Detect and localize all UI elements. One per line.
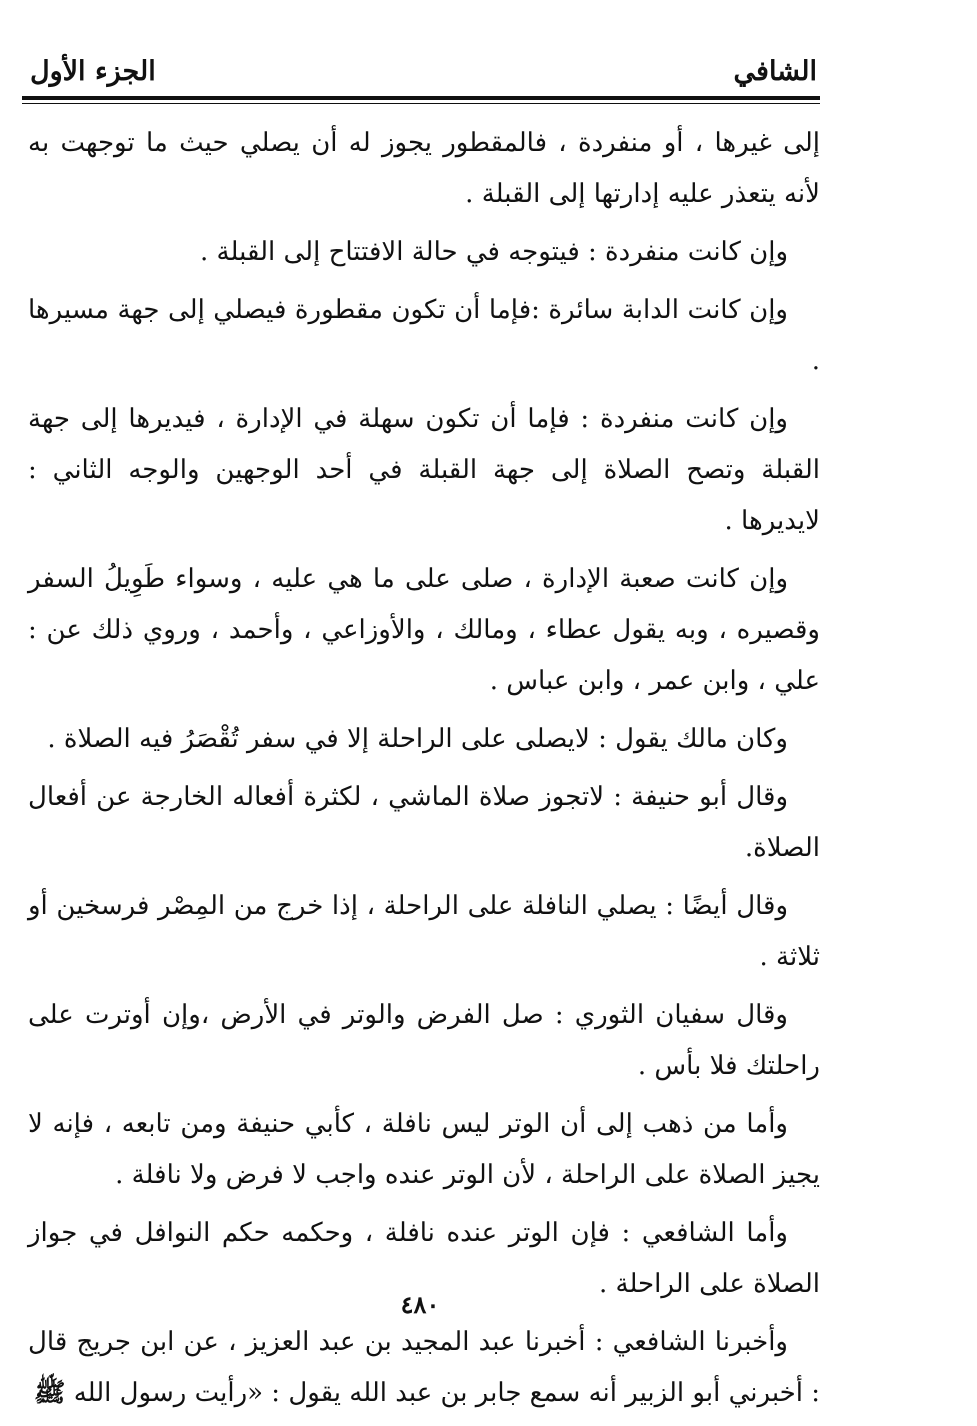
paragraph-last <box>28 1317 820 1419</box>
paragraph: وإن كانت صعبة الإدارة ، صلى على ما هي عليه ، وسواء طَوِيلُ السفر وقصيره ، وبه يقول عطاء ، ومالك ، والأوزاعي ، وأحمد ، وروي ذلك عن : علي ، وابن عمر ، وابن عباس . <box>28 564 820 696</box>
paragraph: وكان مالك يقول : لايصلى على الراحلة إلا في سفر تُقْصَرُ فيه الصلاة . <box>47 724 788 754</box>
honorific-symbol: ﷺ <box>34 1378 66 1408</box>
paragraph: وإن كانت الدابة سائرة :فإما أن تكون مقطورة فيصلي إلى جهة مسيرها . <box>28 295 820 376</box>
paragraph: وقال أيضًا : يصلي النافلة على الراحلة ، إذا خرج من المِصْر فرسخين أو ثلاثة . <box>28 891 820 972</box>
paragraph: وأما الشافعي : فإن الوتر عنده نافلة ، وحكمه حكم النوافل في جواز الصلاة على الراحلة . <box>28 1218 820 1299</box>
paragraph: وإن كانت منفردة : فإما أن تكون سهلة في الإدارة ، فيديرها إلى جهة القبلة وتصح الصلاة إلى جهة القبلة في أحد الوجهين والوجه الثاني : لايديرها . <box>28 404 820 536</box>
paragraph: إلى غيرها ، أو منفردة ، فالمقطور يجوز له أن يصلي حيث ما توجهت به لأنه يتعذر عليه إدارتها إلى القبلة . <box>28 128 820 209</box>
paragraph: وأما من ذهب إلى أن الوتر ليس نافلة ، كأبي حنيفة ومن تابعه ، فإنه لا يجيز الصلاة على الراحلة ، لأن الوتر عنده واجب لا فرض ولا نافلة . <box>28 1109 820 1190</box>
header-rule-thick <box>22 96 820 100</box>
paragraph: وقال سفيان الثوري : صل الفرض والوتر في الأرض ،وإن أوترت على راحلتك فلا بأس . <box>28 1000 820 1081</box>
paragraph: وقال أبو حنيفة : لاتجوز صلاة الماشي ، لكثرة أفعاله الخارجة عن أفعال الصلاة. <box>28 782 820 863</box>
paragraph: وإن كانت منفردة : فيتوجه في حالة الافتتاح إلى القبلة . <box>200 237 788 267</box>
header-rule-thin <box>22 103 820 104</box>
paragraph-last-text: وأخبرنا الشافعي : أخبرنا عبد المجيد بن عبد العزيز ، عن ابن جريج قال : أخبرني أبو الزبير أنه سمع جابر بن عبد الله يقول : «رأيت رسول الله <box>28 1327 820 1408</box>
header-volume: الجزء الأول <box>30 56 156 87</box>
page-number: ٤٨٠ <box>400 1290 440 1319</box>
header-book-title: الشافي <box>733 56 817 87</box>
body-text <box>28 118 820 1426</box>
